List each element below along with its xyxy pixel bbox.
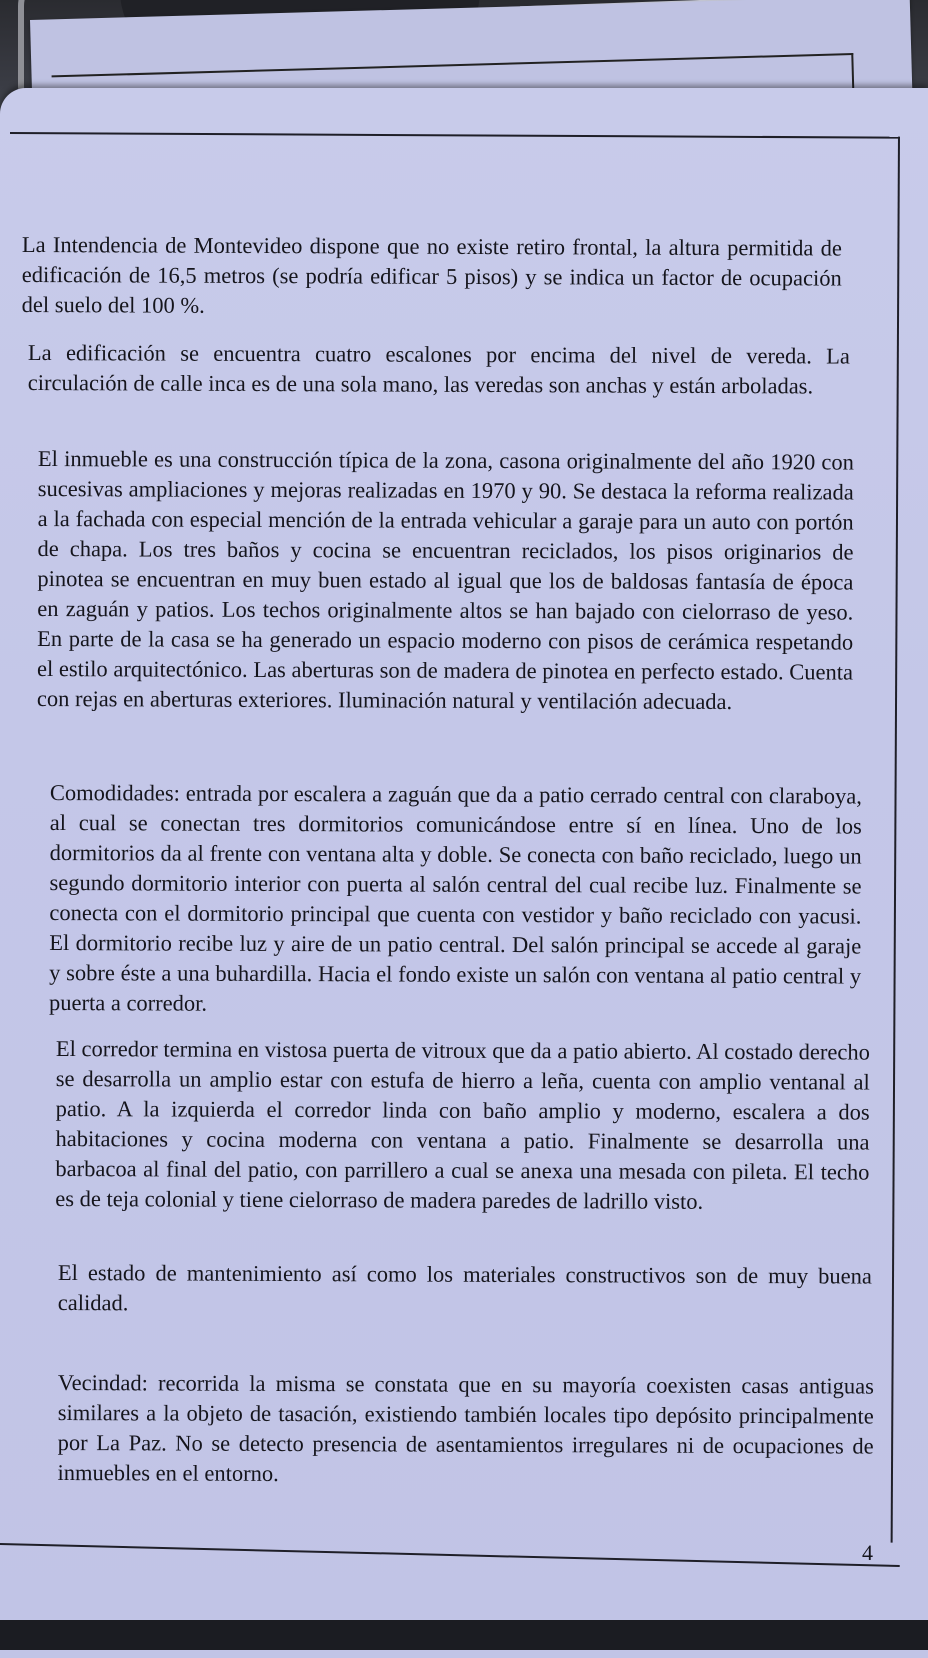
- page-number: 4: [862, 1540, 873, 1565]
- paragraph-property-description: El inmueble es una construcción típica de la zona, casona originalmente del año 1920 con sucesivas ampliaciones y mejoras realizadas en 1970 y 90. Se destaca la reforma realizada a la fachada con especial mención de la entrada vehicular a garaje para un auto con portón de chapa. Los tres baños y cocina se encuentran reciclados, los pisos originarios de pinotea se encuentran en muy buen estado al igual que los de baldosas fantasía de época en zaguán y patios. Los techos originalmente altos se han bajado con cielorraso de yeso. En parte de la casa se ha generado un espacio moderno con pisos de cerámica respetando el estilo arquitectónico. Las aberturas son de madera de pinotea en perfecto estado. Cuenta con rejas en aberturas exteriores. Iluminación natural y ventilación adecuada.: [36, 445, 854, 715]
- paragraph-street: La edificación se encuentra cuatro escalones por encima del nivel de vereda. La circulación de calle inca es de una sola mano, las veredas son anchas y están arboladas.: [27, 340, 850, 399]
- paragraph-amenities: Comodidades: entrada por escalera a zaguán que da a patio cerrado central con claraboya, al cual se conectan tres dormitorios comunicándose entre sí en línea. Uno de los dormitorios da al frente con ventana alta y doble. Se conecta con baño reciclado, luego un segundo dormitorio interior con puerta al salón central del cual recibe luz. Finalmente se conecta con el dormitorio principal que cuenta con vestidor y baño reciclado con yacusi. El dormitorio recibe luz y aire de un patio central. Del salón principal se accede al garaje y sobre éste a una buhardilla. Hacia el fondo existe un salón con ventana al patio central y puerta a corredor.: [48, 780, 862, 1016]
- paragraph-corridor: El corredor termina en vistosa puerta de vitroux que da a patio abierto. Al costado derecho se desarrolla un amplio estar con estufa de hierro a leña, cuenta con amplio ventanal al patio. A la izquierda el corredor linda con baño amplio y moderno, escalera a dos habitaciones y cocina moderna con ventana a patio. Finalmente se desarrolla una barbacoa al final del patio, con parrillero a cual se anexa una mesada con pileta. El techo es de teja colonial y tiene cielorraso de madera paredes de ladrillo visto.: [55, 1036, 870, 1214]
- document-page: [0, 88, 928, 1658]
- page-content: [0, 88, 928, 1648]
- paragraph-zoning: La Intendencia de Montevideo dispone que no existe retiro frontal, la altura permitida de edificación de 16,5 metros (se podría edificar 5 pisos) y se indica un factor de ocupación del suelo del 100 %.: [21, 231, 842, 318]
- photo-bottom-edge: [0, 1620, 928, 1650]
- paragraph-maintenance: El estado de mantenimiento así como los materiales constructivos son de muy buena calidad.: [57, 1260, 872, 1316]
- paragraph-neighborhood: Vecindad: recorrida la misma se constata que en su mayoría coexisten casas antiguas similares a la objeto de tasación, existiendo también locales tipo depósito principalmente por La Paz. No se detecto presencia de asentamientos irregulares ni de ocupaciones de inmuebles en el entorno.: [57, 1370, 874, 1486]
